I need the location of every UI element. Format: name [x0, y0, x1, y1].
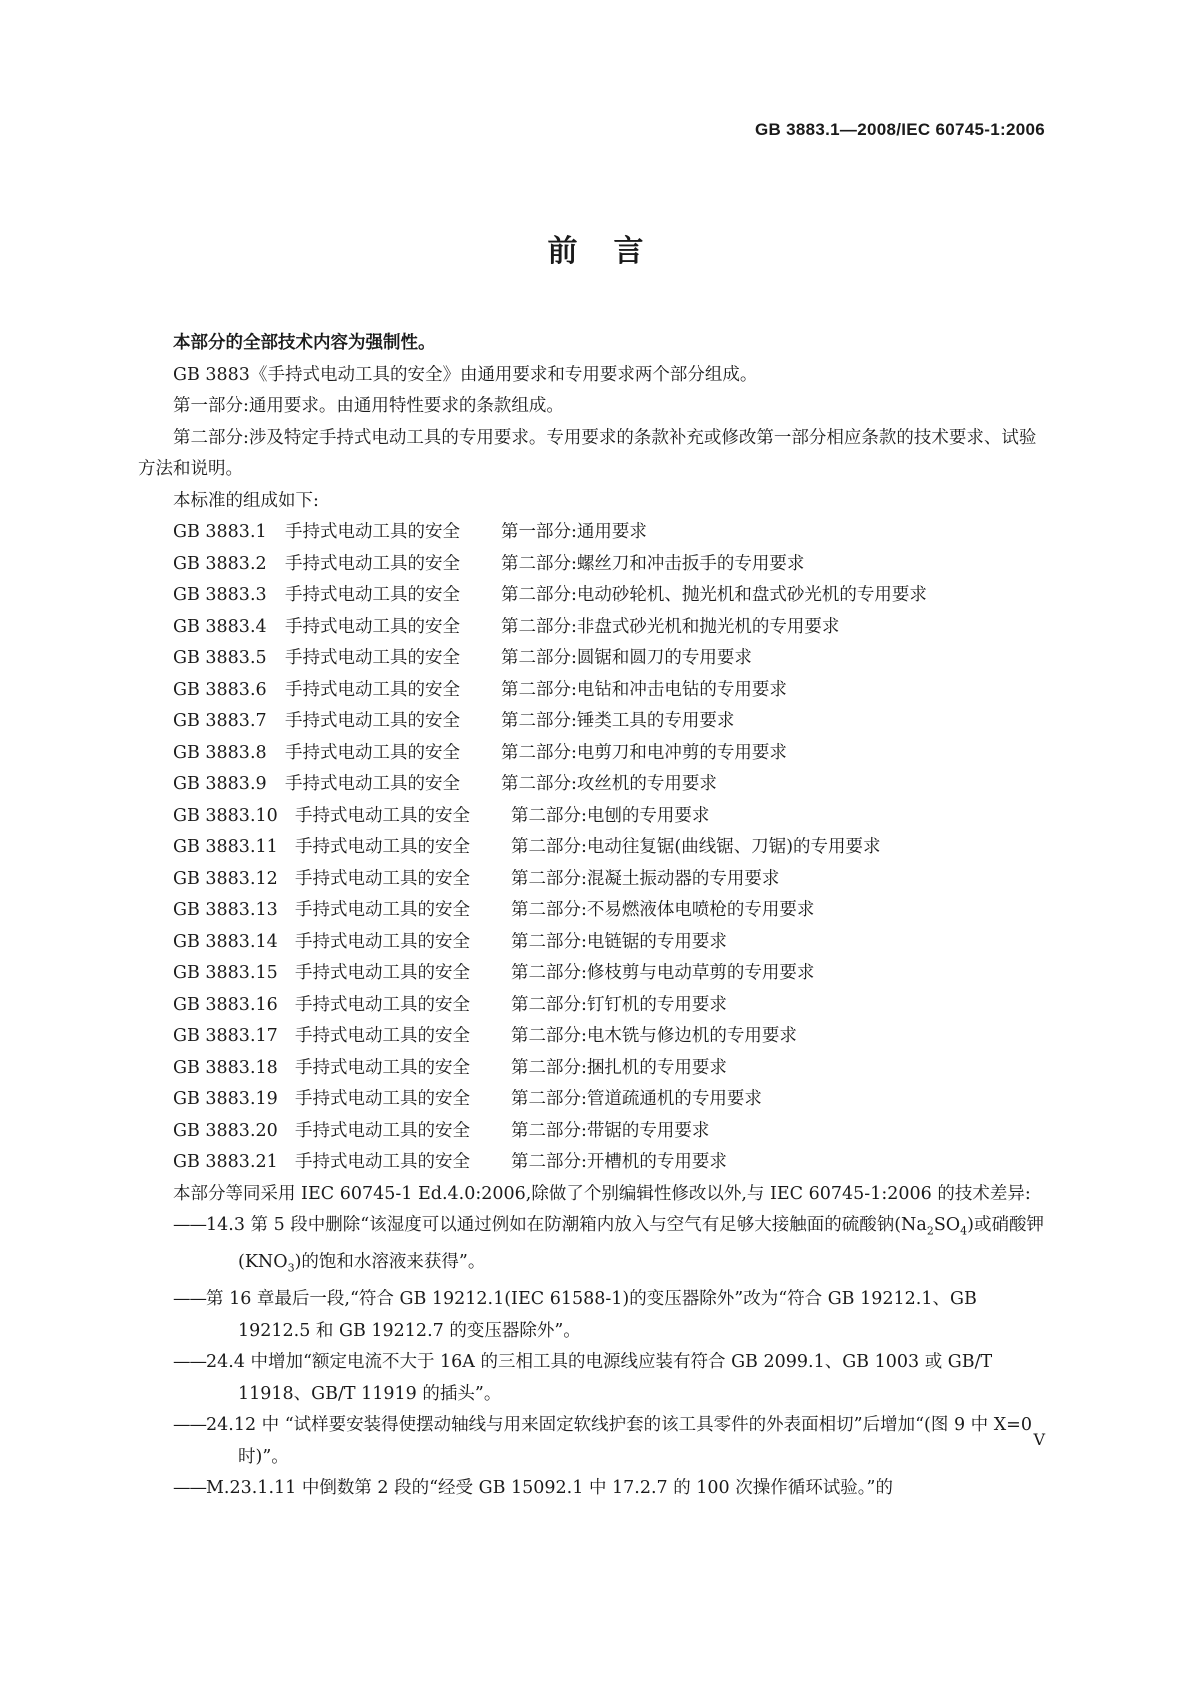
difference-text: SO — [933, 1215, 961, 1235]
subscript: 2 — [926, 1224, 934, 1238]
standard-row — [138, 1053, 1048, 1085]
standard-part: 第一部分:通用要求 — [501, 522, 647, 542]
standard-row — [138, 1147, 1048, 1179]
standard-part: 第二部分:带锯的专用要求 — [511, 1120, 710, 1141]
page-number: V — [1033, 1430, 1045, 1449]
standard-row — [138, 1021, 1048, 1053]
difference-item — [138, 1347, 1048, 1410]
standard-code: GB 3883.21 — [173, 1152, 278, 1172]
standard-row — [138, 580, 1048, 612]
standard-part: 第二部分:非盘式砂光机和抛光机的专用要求 — [501, 616, 840, 637]
adoption-paragraph: 本部分等同采用 IEC 60745-1 Ed.4.0:2006,除做了个别编辑性修改以外,与 IEC 60745-1:2006 的技术差异: — [173, 1183, 1031, 1204]
difference-item — [138, 1410, 1048, 1473]
standard-part: 第二部分:电动砂轮机、抛光机和盘式砂光机的专用要求 — [501, 585, 927, 605]
subscript: 4 — [960, 1224, 968, 1238]
difference-text: 14.3 第 5 段中删除“该湿度可以通过例如在防潮箱内放入与空气有足够大接触面的硫酸钠(Na — [206, 1215, 927, 1235]
standard-title: 手持式电动工具的安全 — [295, 994, 470, 1015]
difference-text: 24.4 中增加“额定电流不大于 16A 的三相工具的电源线应装有符合 GB 2099.1、GB 1003 或 GB/T 11918、GB/T 11919 的插头”。 — [206, 1352, 993, 1404]
standard-part: 第二部分:电链锯的专用要求 — [511, 931, 727, 952]
dash-mark: —— — [173, 1415, 206, 1435]
standard-part: 第二部分:管道疏通机的专用要求 — [511, 1089, 762, 1109]
page-title: 前言 — [547, 234, 680, 269]
standard-row — [138, 643, 1048, 675]
dash-mark: —— — [173, 1352, 206, 1372]
standard-code: GB 3883.15 — [173, 963, 278, 983]
document-body — [138, 328, 1048, 1505]
standard-code: GB 3883.20 — [173, 1120, 278, 1141]
standard-code: GB 3883.6 — [173, 679, 267, 700]
standard-code: GB 3883.19 — [173, 1089, 278, 1109]
standard-part: 第二部分:混凝土振动器的专用要求 — [511, 868, 780, 889]
difference-text: 第 16 章最后一段,“符合 GB 19212.1(IEC 61588-1)的变压器除外”改为“符合 GB 19212.1、GB 19212.5 和 GB 19212.7 的变压器除外”。 — [206, 1289, 977, 1341]
standard-part: 第二部分:开槽机的专用要求 — [511, 1152, 727, 1172]
standard-code: GB 3883.12 — [173, 868, 278, 889]
part1-paragraph: 第一部分:通用要求。由通用特性要求的条款组成。 — [173, 396, 564, 416]
standard-title: 手持式电动工具的安全 — [285, 648, 460, 668]
standard-title: 手持式电动工具的安全 — [285, 774, 460, 794]
standard-code: GB 3883.7 — [173, 711, 267, 731]
standard-row — [138, 738, 1048, 770]
standard-code: GB 3883.17 — [173, 1026, 278, 1046]
standard-title: 手持式电动工具的安全 — [285, 585, 460, 605]
difference-item — [138, 1473, 1048, 1505]
standard-code: GB 3883.16 — [173, 994, 278, 1015]
difference-text: M.23.1.11 中倒数第 2 段的“经受 GB 15092.1 中 17.2.7 的 100 次操作循环试验。”的 — [206, 1478, 893, 1498]
standard-code: GB 3883.11 — [173, 837, 278, 857]
standard-row — [138, 832, 1048, 864]
standard-row — [138, 612, 1048, 644]
standard-title: 手持式电动工具的安全 — [295, 1057, 470, 1078]
standard-row — [138, 801, 1048, 833]
standard-title: 手持式电动工具的安全 — [295, 931, 470, 952]
difference-text: 24.12 中 “试样要安装得使摆动轴线与用来固定软线护套的该工具零件的外表面相切”后增加“(图 9 中 X=0 时)”。 — [206, 1415, 1032, 1467]
difference-text: )的饱和水溶液来获得”。 — [294, 1252, 486, 1272]
standard-row — [138, 990, 1048, 1022]
difference-item — [138, 1210, 1048, 1284]
standard-title: 手持式电动工具的安全 — [295, 1026, 470, 1046]
standard-row — [138, 769, 1048, 801]
difference-text: )或硝酸钾(KNO — [238, 1215, 1044, 1272]
standard-title: 手持式电动工具的安全 — [295, 1120, 470, 1141]
standard-row — [138, 895, 1048, 927]
standard-part: 第二部分:捆扎机的专用要求 — [511, 1057, 727, 1078]
standard-row — [138, 927, 1048, 959]
standard-part: 第二部分:圆锯和圆刀的专用要求 — [501, 648, 752, 668]
standard-code: GB 3883.2 — [173, 553, 267, 574]
standard-row — [138, 958, 1048, 990]
standards-list — [138, 517, 1048, 1179]
standard-row — [138, 864, 1048, 896]
standard-title: 手持式电动工具的安全 — [295, 837, 470, 857]
part2-paragraph: 第二部分:涉及特定手持式电动工具的专用要求。专用要求的条款补充或修改第一部分相应条款的技术要求、试验方法和说明。 — [138, 427, 1037, 479]
standard-row — [138, 549, 1048, 581]
standard-code: GB 3883.10 — [173, 805, 278, 826]
standard-title: 手持式电动工具的安全 — [285, 742, 460, 763]
standard-code: GB 3883.13 — [173, 900, 278, 920]
standard-part: 第二部分:电动往复锯(曲线锯、刀锯)的专用要求 — [511, 837, 881, 857]
standard-title: 手持式电动工具的安全 — [285, 711, 460, 731]
standard-code: GB 3883.9 — [173, 774, 267, 794]
standard-part: 第二部分:不易燃液体电喷枪的专用要求 — [511, 900, 815, 920]
mandatory-statement: 本部分的全部技术内容为强制性。 — [173, 333, 436, 353]
standard-title: 手持式电动工具的安全 — [285, 616, 460, 637]
subscript: 3 — [287, 1261, 295, 1275]
standard-row — [138, 517, 1048, 549]
standard-row — [138, 706, 1048, 738]
standard-code: GB 3883.3 — [173, 585, 267, 605]
difference-item — [138, 1284, 1048, 1347]
standard-part: 第二部分:锤类工具的专用要求 — [501, 711, 735, 731]
standard-part: 第二部分:电木铣与修边机的专用要求 — [511, 1026, 797, 1046]
intro-paragraph: GB 3883《手持式电动工具的安全》由通用要求和专用要求两个部分组成。 — [173, 364, 758, 385]
standard-row — [138, 675, 1048, 707]
standard-title: 手持式电动工具的安全 — [295, 900, 470, 920]
standard-code: GB 3883.1 — [173, 522, 267, 542]
standard-part: 第二部分:钉钉机的专用要求 — [511, 994, 727, 1015]
document-code-header: GB 3883.1—2008/IEC 60745-1:2006 — [755, 120, 1045, 139]
standard-title: 手持式电动工具的安全 — [285, 679, 460, 700]
standard-title: 手持式电动工具的安全 — [295, 805, 470, 826]
standard-title: 手持式电动工具的安全 — [295, 868, 470, 889]
dash-mark: —— — [173, 1478, 206, 1498]
standard-title: 手持式电动工具的安全 — [295, 1089, 470, 1109]
standard-part: 第二部分:修枝剪与电动草剪的专用要求 — [511, 963, 815, 983]
standard-code: GB 3883.5 — [173, 648, 267, 668]
dash-mark: —— — [173, 1289, 206, 1309]
standard-code: GB 3883.8 — [173, 742, 267, 763]
standard-row — [138, 1116, 1048, 1148]
composition-paragraph: 本标准的组成如下: — [173, 490, 319, 511]
standard-code: GB 3883.18 — [173, 1057, 278, 1078]
standard-part: 第二部分:攻丝机的专用要求 — [501, 774, 717, 794]
standard-code: GB 3883.4 — [173, 616, 267, 637]
standard-title: 手持式电动工具的安全 — [295, 963, 470, 983]
standard-part: 第二部分:电剪刀和电冲剪的专用要求 — [501, 742, 787, 763]
standard-title: 手持式电动工具的安全 — [295, 1152, 470, 1172]
standard-part: 第二部分:电刨的专用要求 — [511, 805, 710, 826]
standard-row — [138, 1084, 1048, 1116]
standard-part: 第二部分:螺丝刀和冲击扳手的专用要求 — [501, 553, 805, 574]
standard-code: GB 3883.14 — [173, 931, 278, 952]
standard-part: 第二部分:电钻和冲击电钻的专用要求 — [501, 679, 787, 700]
standard-title: 手持式电动工具的安全 — [285, 553, 460, 574]
dash-mark: —— — [173, 1215, 206, 1235]
standard-title: 手持式电动工具的安全 — [285, 522, 460, 542]
